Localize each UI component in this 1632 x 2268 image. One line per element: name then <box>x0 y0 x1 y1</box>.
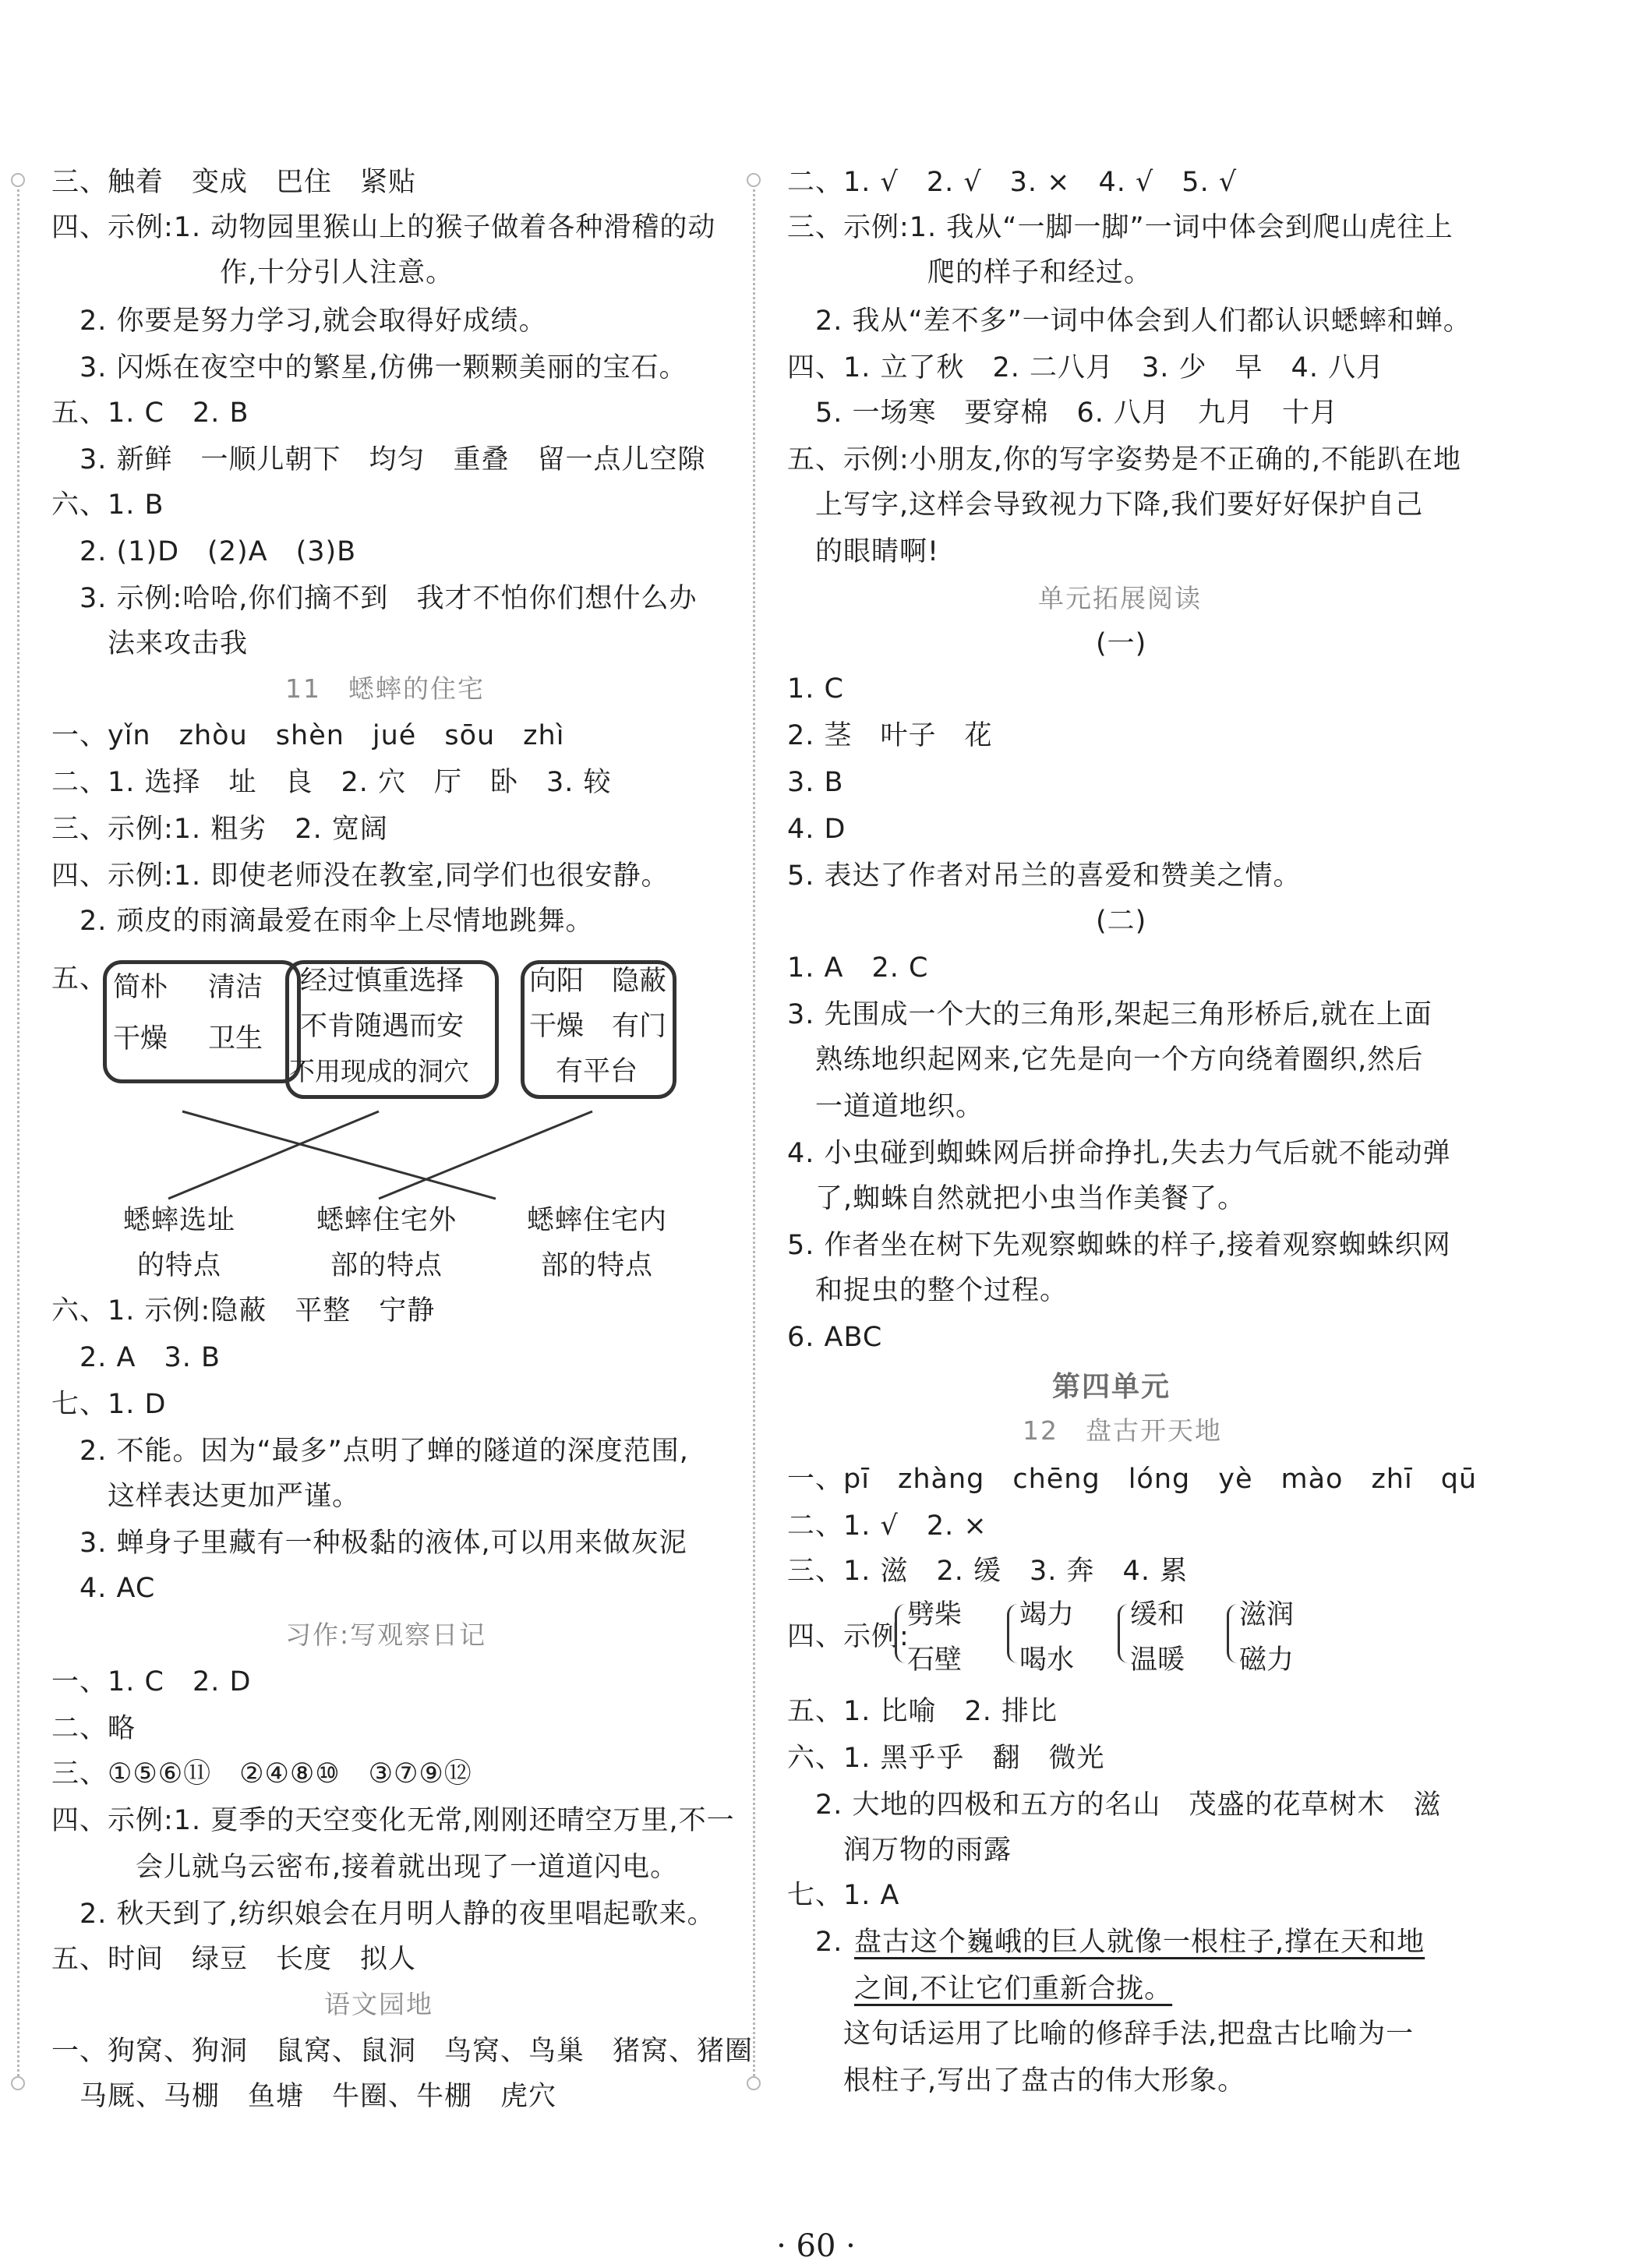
answer-line: 1. C <box>787 673 844 705</box>
answer-line: 1. A 2. C <box>787 952 929 984</box>
answer-line: 二、1. √ 2. × <box>787 1510 987 1542</box>
box-word: 有平台 <box>556 1056 638 1087</box>
underlined-sentence: 盘古这个巍峨的巨人就像一根柱子,撑在天和地 <box>854 1927 1425 1958</box>
answer-line: 会儿就乌云密布,接着就出现了一道道闪电。 <box>51 1852 679 1883</box>
brace-shape <box>1118 1604 1129 1663</box>
answer-line: 2. 大地的四极和五方的名山 茂盛的花草树木 滋 <box>787 1789 1442 1821</box>
answer-line: 2. (1)D (2)A (3)B <box>51 536 357 567</box>
answer-line: 四、示例:1. 夏季的天空变化无常,刚刚还晴空万里,不一 <box>51 1805 735 1836</box>
answer-line: 上写字,这样会导致视力下降,我们要好好保护自己 <box>787 489 1424 521</box>
answer-line: 2. 秋天到了,纺织娘会在月明人静的夜里唱起歌来。 <box>51 1899 715 1930</box>
answer-line: 二、略 <box>51 1713 136 1744</box>
answer-line: 爬的样子和经过。 <box>787 257 1153 288</box>
part-title: (二) <box>1096 906 1147 937</box>
answer-line: 这句话运用了比喻的修辞手法,把盘古比喻为一 <box>787 2019 1415 2050</box>
answer-line: 一道道地织。 <box>787 1091 984 1122</box>
answer-line: 润万物的雨露 <box>787 1835 1012 1866</box>
answer-line: 三、示例:1. 我从“一脚一脚”一词中体会到爬山虎往上 <box>787 212 1454 243</box>
unit-title: 第四单元 <box>1052 1371 1171 1403</box>
answer-line: 2. 顽皮的雨滴最爱在雨伞上尽情地跳舞。 <box>51 906 594 937</box>
answer-line: 三、①⑤⑥⑪ ②④⑧⑩ ③⑦⑨⑫ <box>51 1758 472 1789</box>
answer-line: 2. 茎 叶子 花 <box>787 720 993 751</box>
answer-line: 5. 表达了作者对吊兰的喜爱和赞美之情。 <box>787 860 1302 892</box>
answer-line: 四、1. 立了秋 2. 二八月 3. 少 早 4. 八月 <box>787 352 1385 383</box>
match-target: 部的特点 <box>330 1250 443 1281</box>
left-margin-divider <box>17 179 19 2081</box>
answer-line: 五、时间 绿豆 长度 拟人 <box>51 1944 417 1975</box>
box-word: 不肯随遇而安 <box>300 1011 465 1042</box>
match-target: 部的特点 <box>541 1250 654 1281</box>
answer-line: 2. 我从“差不多”一词中体会到人们都认识蟋蟀和蝉。 <box>787 306 1471 337</box>
answer-line: 三、1. 滋 2. 缓 3. 奔 4. 累 <box>787 1556 1189 1587</box>
answer-line: 2. 你要是努力学习,就会取得好成绩。 <box>51 306 547 337</box>
divider-cap <box>747 2076 761 2090</box>
answer-line: 3. 蝉身子里藏有一种极黏的液体,可以用来做灰泥 <box>51 1528 687 1559</box>
answer-line: 二、1. 选择 址 良 2. 穴 厅 卧 3. 较 <box>51 767 612 798</box>
answer-line: 五、1. 比喻 2. 排比 <box>787 1696 1058 1727</box>
box-word: 有门 <box>612 1011 667 1042</box>
brace-word: 劈柴 <box>907 1599 963 1630</box>
answer-line: 六、1. 示例:隐蔽 平整 宁静 <box>51 1295 436 1327</box>
answer-line: 三、示例:1. 粗劣 2. 宽阔 <box>51 814 388 845</box>
answer-line: 一、yǐn zhòu shèn jué sōu zhì <box>51 720 565 751</box>
match-line <box>379 1111 592 1199</box>
answer-line: 六、1. B <box>51 489 164 521</box>
match-target: 蟋蟀选址 <box>123 1205 236 1236</box>
answer-line: 根柱子,写出了盘古的伟大形象。 <box>787 2065 1246 2097</box>
match-target: 的特点 <box>137 1250 222 1281</box>
match-line <box>182 1111 496 1199</box>
brace-word: 滋润 <box>1239 1599 1295 1630</box>
answer-line: 4. D <box>787 814 846 845</box>
answer-line: 六、1. 黑乎乎 翻 微光 <box>787 1743 1105 1774</box>
answer-line: 的眼睛啊! <box>787 536 940 567</box>
matching-lines <box>51 165 737 1334</box>
brace-shape <box>1227 1604 1238 1663</box>
section-title: 语文园地 <box>324 1989 433 2019</box>
answer-line: 四、示例:1. 动物园里猴山上的猴子做着各种滑稽的动 <box>51 212 716 243</box>
box-word: 隐蔽 <box>612 966 667 997</box>
answer-line: 6. ABC <box>787 1322 883 1353</box>
divider-cap <box>11 173 25 187</box>
answer-line: 七、1. A <box>787 1880 900 1911</box>
answer-line: 五、1. C 2. B <box>51 397 249 429</box>
answer-line: 一、pī zhàng chēng lóng yè mào zhī qū <box>787 1464 1478 1495</box>
section-title: 单元拓展阅读 <box>1038 583 1202 613</box>
answer-line: 七、1. D <box>51 1389 167 1420</box>
box-word: 经过慎重选择 <box>300 966 465 997</box>
part-title: (一) <box>1096 628 1147 659</box>
brace-shape <box>1007 1604 1019 1663</box>
match-line <box>168 1111 379 1199</box>
answer-line: 3. 先围成一个大的三角形,架起三角形桥后,就在上面 <box>787 999 1432 1030</box>
center-divider <box>753 179 755 2081</box>
answer-line: 3. B <box>787 767 844 798</box>
brace-shape <box>895 1604 906 1663</box>
brace-word: 温暖 <box>1130 1644 1185 1676</box>
answer-line: 了,蜘蛛自然就把小虫当作美餐了。 <box>787 1183 1246 1214</box>
box-word: 干燥 <box>529 1011 585 1042</box>
answer-line: 三、触着 变成 巴住 紧贴 <box>51 167 417 198</box>
answer-line: 马厩、马棚 鱼塘 牛圈、牛棚 虎穴 <box>51 2081 557 2112</box>
divider-cap <box>747 173 761 187</box>
answer-line: 3. 新鲜 一顺儿朝下 均匀 重叠 留一点儿空隙 <box>51 444 706 475</box>
answer-prefix: 2. <box>787 1927 853 1958</box>
answer-line: 一、狗窝、狗洞 鼠窝、鼠洞 鸟窝、鸟巢 猪窝、猪圈 <box>51 2036 754 2067</box>
answer-line: 一、1. C 2. D <box>51 1666 252 1697</box>
divider-cap <box>11 2076 25 2090</box>
brace-word: 竭力 <box>1019 1599 1075 1630</box>
answer-line: 4. 小虫碰到蜘蛛网后拼命挣扎,失去力气后就不能动弹 <box>787 1138 1451 1169</box>
answer-line: 二、1. √ 2. √ 3. × 4. √ 5. √ <box>787 167 1238 198</box>
box-word: 卫生 <box>208 1023 263 1055</box>
question-label: 五、 <box>51 963 108 994</box>
brace-word: 磁力 <box>1239 1644 1295 1676</box>
answer-line: 作,十分引人注意。 <box>51 257 454 288</box>
answer-line: 五、示例:小朋友,你的写字姿势是不正确的,不能趴在地 <box>787 444 1462 475</box>
box-word: 简朴 <box>113 972 168 1003</box>
answer-line: 法来攻击我 <box>51 628 249 659</box>
question-label: 四、示例: <box>787 1621 910 1652</box>
answer-line: 这样表达更加严谨。 <box>51 1481 361 1512</box>
underlined-sentence: 之间,不让它们重新合拢。 <box>854 1973 1173 2005</box>
box-word: 干燥 <box>113 1023 168 1055</box>
answer-line: 和捉虫的整个过程。 <box>787 1275 1069 1306</box>
lesson-title: 11 蟋蟀的住宅 <box>285 673 485 704</box>
box-word: 不用现成的洞穴 <box>289 1056 469 1086</box>
page-number: · 60 · <box>776 2228 856 2264</box>
match-target: 蟋蟀住宅内 <box>527 1205 668 1236</box>
answer-line: 5. 一场寒 要穿棉 6. 八月 九月 十月 <box>787 397 1339 429</box>
answer-line: 2. 不能。因为“最多”点明了蝉的隧道的深度范围, <box>51 1436 689 1467</box>
match-target: 蟋蟀住宅外 <box>316 1205 457 1236</box>
brace-word: 缓和 <box>1130 1599 1185 1630</box>
section-title: 习作:写观察日记 <box>285 1620 487 1650</box>
brace-word: 石壁 <box>907 1644 963 1676</box>
answer-line: 熟练地织起网来,它先是向一个方向绕着圈织,然后 <box>787 1044 1424 1076</box>
answer-line: 3. 示例:哈哈,你们摘不到 我才不怕你们想什么办 <box>51 583 698 614</box>
lesson-title: 12 盘古开天地 <box>1023 1415 1222 1446</box>
brace-word: 喝水 <box>1019 1644 1075 1676</box>
answer-line: 3. 闪烁在夜空中的繁星,仿佛一颗颗美丽的宝石。 <box>51 352 687 383</box>
answer-line: 5. 作者坐在树下先观察蜘蛛的样子,接着观察蜘蛛织网 <box>787 1230 1451 1261</box>
answer-line: 4. AC <box>51 1573 156 1604</box>
answer-line: 2. A 3. B <box>51 1342 221 1373</box>
box-word: 向阳 <box>529 966 585 997</box>
answer-line: 四、示例:1. 即使老师没在教室,同学们也很安静。 <box>51 860 669 892</box>
box-word: 清洁 <box>208 972 263 1003</box>
